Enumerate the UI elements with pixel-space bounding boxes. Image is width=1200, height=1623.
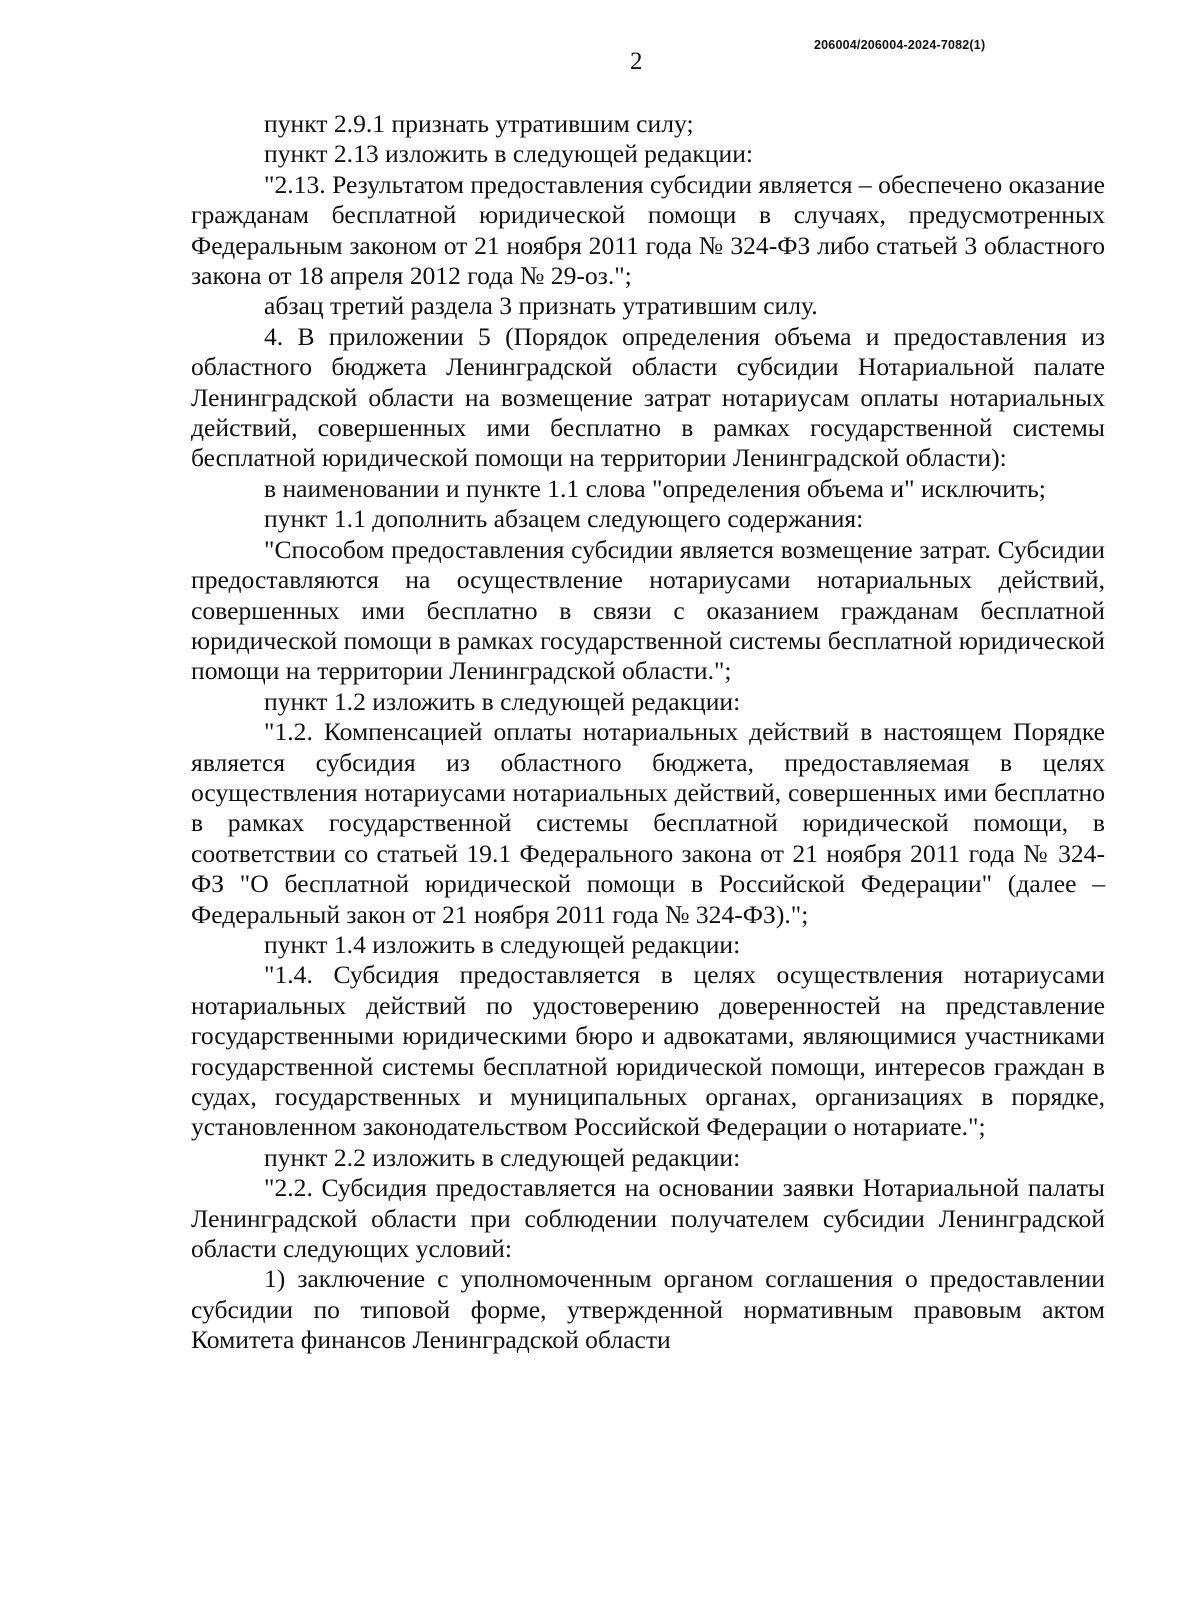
page-number: 2 bbox=[630, 48, 643, 75]
document-body bbox=[191, 109, 1105, 1356]
paragraph: пункт 1.1 дополнить абзацем следующего содержания: bbox=[264, 504, 864, 534]
paragraph: "Способом предоставления субсидии является возмещение затрат. Субсидии предоставляются на осуществление нотариусами нотариальных действий, совершенных ими бесплатно в связи с оказанием гражданам бесплатной юридической помощи в рамках государственной системы бесплатной юридической помощи на территории Ленинградской области."; bbox=[191, 534, 1105, 686]
paragraph: 1) заключение с уполномоченным органом соглашения о предоставлении субсидии по типовой форме, утвержденной нормативным правовым актом Комитета финансов Ленинградской области bbox=[191, 1264, 1105, 1355]
paragraph: пункт 2.2 изложить в следующей редакции: bbox=[264, 1142, 741, 1172]
paragraph: "2.13. Результатом предоставления субсидии является – обеспечено оказание гражданам бесплатной юридической помощи в случаях, предусмотренных Федеральным законом от 21 ноября 2011 года № 324-ФЗ либо статьей 3 областного закона от 18 апреля 2012 года № 29-оз."; bbox=[191, 169, 1105, 291]
paragraph: пункт 1.2 изложить в следующей редакции: bbox=[264, 686, 741, 716]
paragraph: 4. В приложении 5 (Порядок определения объема и предоставления из областного бюджета Ленинградской области субсидии Нотариальной палате Ленинградской области на возмещение затрат нотариусам оплаты нотариальных действий, совершенных ими бесплатно в рамках государственной системы бесплатной юридической помощи на территории Ленинградской области): bbox=[191, 321, 1105, 473]
paragraph: пункт 1.4 изложить в следующей редакции: bbox=[264, 929, 741, 959]
paragraph: "1.2. Компенсацией оплаты нотариальных действий в настоящем Порядке является субсидия из областного бюджета, предоставляемая в целях осуществления нотариусами нотариальных действий, совершенных ими бесплатно в рамках государственной системы бесплатной юридической помощи, в соответствии со статьей 19.1 Федерального закона от 21 ноября 2011 года № 324-ФЗ "О бесплатной юридической помощи в Российской Федерации" (далее – Федеральный закон от 21 ноября 2011 года № 324-ФЗ)."; bbox=[191, 717, 1105, 929]
paragraph: "1.4. Субсидия предоставляется в целях осуществления нотариусами нотариальных действий по удостоверению доверенностей на представление государственными юридическими бюро и адвокатами, являющимися участниками государственной системы бесплатной юридической помощи, интересов граждан в судах, государственных и муниципальных органах, организациях в порядке, установленном законодательством Российской Федерации о нотариате."; bbox=[191, 960, 1105, 1142]
document-registration-number: 206004/206004-2024-7082(1) bbox=[814, 38, 986, 52]
paragraph: абзац третий раздела 3 признать утратившим силу. bbox=[264, 291, 818, 321]
paragraph: в наименовании и пункте 1.1 слова "определения объема и" исключить; bbox=[264, 473, 1046, 503]
paragraph: пункт 2.13 изложить в следующей редакции: bbox=[264, 139, 754, 169]
paragraph: "2.2. Субсидия предоставляется на основании заявки Нотариальной палаты Ленинградской области при соблюдении получателем субсидии Ленинградской области следующих условий: bbox=[191, 1173, 1105, 1264]
paragraph: пункт 2.9.1 признать утратившим силу; bbox=[264, 109, 694, 138]
